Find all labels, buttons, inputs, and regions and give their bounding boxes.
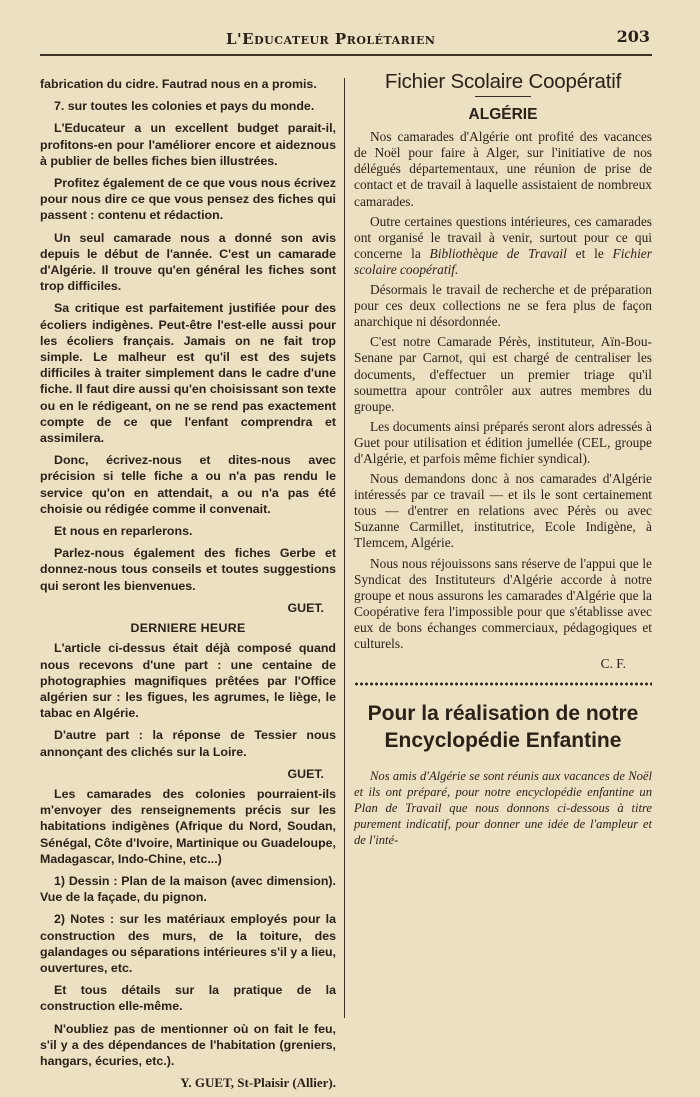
paragraph: Sa critique est parfaitement justifiée pour des écoliers indigènes. Peut-être l'est-elle aussi pour les écoliers français. Jamais on ne fait trop simple. Le malheur est qu'il est des sujets difficiles à traiter simplement dans le cadre d'une fiche. Il faut dire aussi qu'en choisissant son texte ou en le rédigeant, on ne se rend pas exactement compte de ce que l'enfant comprendra et assimilera.: [40, 301, 336, 446]
paragraph: Donc, écrivez-nous et dites-nous avec précision si telle fiche a ou n'a pas rendu le service qu'on en attendait, a ou n'a pas été choisie ou rédigée comme il convenait.: [40, 453, 336, 516]
emphasis: Bibliothèque de Travail: [429, 245, 567, 261]
paragraph: Nous demandons donc à nos camarades d'Algérie intéressés par ce travail — et ils le sont certainement tous — d'entrer en relations avec Pérès ou avec Suzanne Carmillet, institutrice, Ecole Indigène, à Tlemcem, Algérie.: [354, 471, 652, 551]
paragraph: 7. sur toutes les colonies et pays du monde.: [54, 99, 315, 114]
title-line: Encyclopédie Enfantine: [384, 729, 622, 753]
left-column: [40, 76, 336, 1097]
paragraph: Et nous en reparlerons.: [54, 524, 193, 539]
paragraph: Parlez-nous également des fiches Gerbe et donnez-nous tous conseils et toutes suggestions qui seront les bienvenues.: [40, 546, 336, 593]
right-column: [354, 72, 652, 852]
paragraph: Nos camarades d'Algérie ont profité des vacances de Noël pour faire à Alger, sur l'initiative de nos délégués départementaux, une réunion de prise de contact et de travail à laquelle assistaient de nombreux camarades.: [354, 129, 652, 209]
paragraph: Nous nous réjouissons sans réserve de l'appui que le Syndicat des Instituteurs d'Algérie accorde à notre groupe et nous assurons les camarades d'Algérie que la Coopérative fera l'impossible pour que s'établisse avec eux de bons échanges commerciaux, pédagogiques et culturels.: [354, 555, 652, 651]
paragraph: C'est notre Camarade Pérès, instituteur, Aïn-Bou-Senane par Carnot, qui est chargé de centraliser les documents, d'effectuer un premier triage qu'il soumettra apour contrôler aux autres membres du groupe.: [354, 334, 652, 414]
signature: GUET.: [287, 766, 324, 781]
paragraph: Les camarades des colonies pourraient-ils m'envoyer des renseignements précis sur les habitations indigènes (Afrique du Nord, Soudan, Sénégal, Côte d'Ivoire, Martinique ou Guadeloupe, Madagascar, Indo-Chine, etc...): [40, 786, 336, 866]
paragraph: [354, 214, 652, 278]
column-divider: [344, 78, 345, 1018]
encyclopedia-title: [354, 700, 652, 754]
paragraph: Un seul camarade nous a donné son avis depuis le début de l'année. C'est un camarade d'Algérie. Il trouve qu'en général les fiches sont trop difficiles.: [40, 230, 336, 294]
title-line: Pour la réalisation de notre: [367, 702, 639, 726]
section-title: DERNIERE HEURE: [130, 621, 246, 636]
paragraph: Les documents ainsi préparés seront alors adressés à Guet pour utilisation et édition jumellée (CEL, groupe d'Algérie, et parfois même fichier syndical).: [354, 418, 652, 466]
author-signature: Y. GUET, St-Plaisir (Allier).: [180, 1075, 336, 1091]
paragraph-text: et le: [575, 245, 604, 261]
paragraph: Et tous détails sur la pratique de la construction elle-même.: [40, 983, 336, 1014]
paragraph: N'oubliez pas de mentionner où on fait le feu, s'il y a des dépendances de l'habitation (greniers, hangars, écuries, etc.).: [40, 1021, 336, 1068]
running-header: [40, 24, 652, 56]
article-title: Fichier Scolaire Coopératif: [384, 70, 622, 93]
article-subtitle: ALGÉRIE: [468, 106, 538, 124]
paragraph: 2) Notes : sur les matériaux employés pour la construction des murs, de la toiture, des galandages ou séparations intérieures s'il y a lieu, ouvertures, etc.: [40, 912, 336, 975]
journal-title: L'Educateur Prolétarien: [226, 30, 436, 48]
paragraph: 1) Dessin : Plan de la maison (avec dimension). Vue de la façade, du pignon.: [40, 873, 336, 905]
paragraph-text: Outre certaines questions intérieures, ces camarades ont organisé le travail à venir, surtout pour ce qui concerne la: [354, 213, 652, 261]
paragraph: L'article ci-dessus était déjà composé quand nous recevons d'une part : une centaine de photographies magnifiques prêtées par l'Office algérien sur : les figues, les agrumes, le liège, le tabac en Algérie.: [40, 641, 336, 721]
page-number: 203: [616, 27, 650, 46]
signature: C. F.: [600, 656, 626, 672]
paragraph: D'autre part : la réponse de Tessier nous annonçant des clichés sur la Loire.: [40, 728, 336, 759]
emphasis: Fichier scolaire coopératif.: [354, 245, 652, 277]
paragraph: Désormais le travail de recherche et de préparation pour ces deux collections ne se fera plus de façon anarchique ni désordonnée.: [354, 282, 652, 330]
dotted-separator: [354, 682, 652, 686]
signature: GUET.: [287, 600, 324, 615]
paragraph: Profitez également de ce que vous nous écrivez pour nous dire ce que vous pensez des fiches qui passent : contenu et rédaction.: [40, 176, 336, 223]
paragraph: fabrication du cidre. Fautrad nous en a promis.: [40, 77, 317, 91]
encyclopedia-intro: Nos amis d'Algérie se sont réunis aux vacances de Noël et ils ont préparé, pour notre encyclopédie enfantine un Plan de Travail que nous donnons ci-dessous à titre purement indicatif, pour donner une idée de l'ampleur et de l'inté-: [354, 769, 652, 848]
title-rule: [475, 96, 531, 97]
paragraph: L'Educateur a un excellent budget parait-il, profitons-en pour l'améliorer encore et aideznous à publier de belles fiches bien illustrées.: [40, 121, 336, 168]
